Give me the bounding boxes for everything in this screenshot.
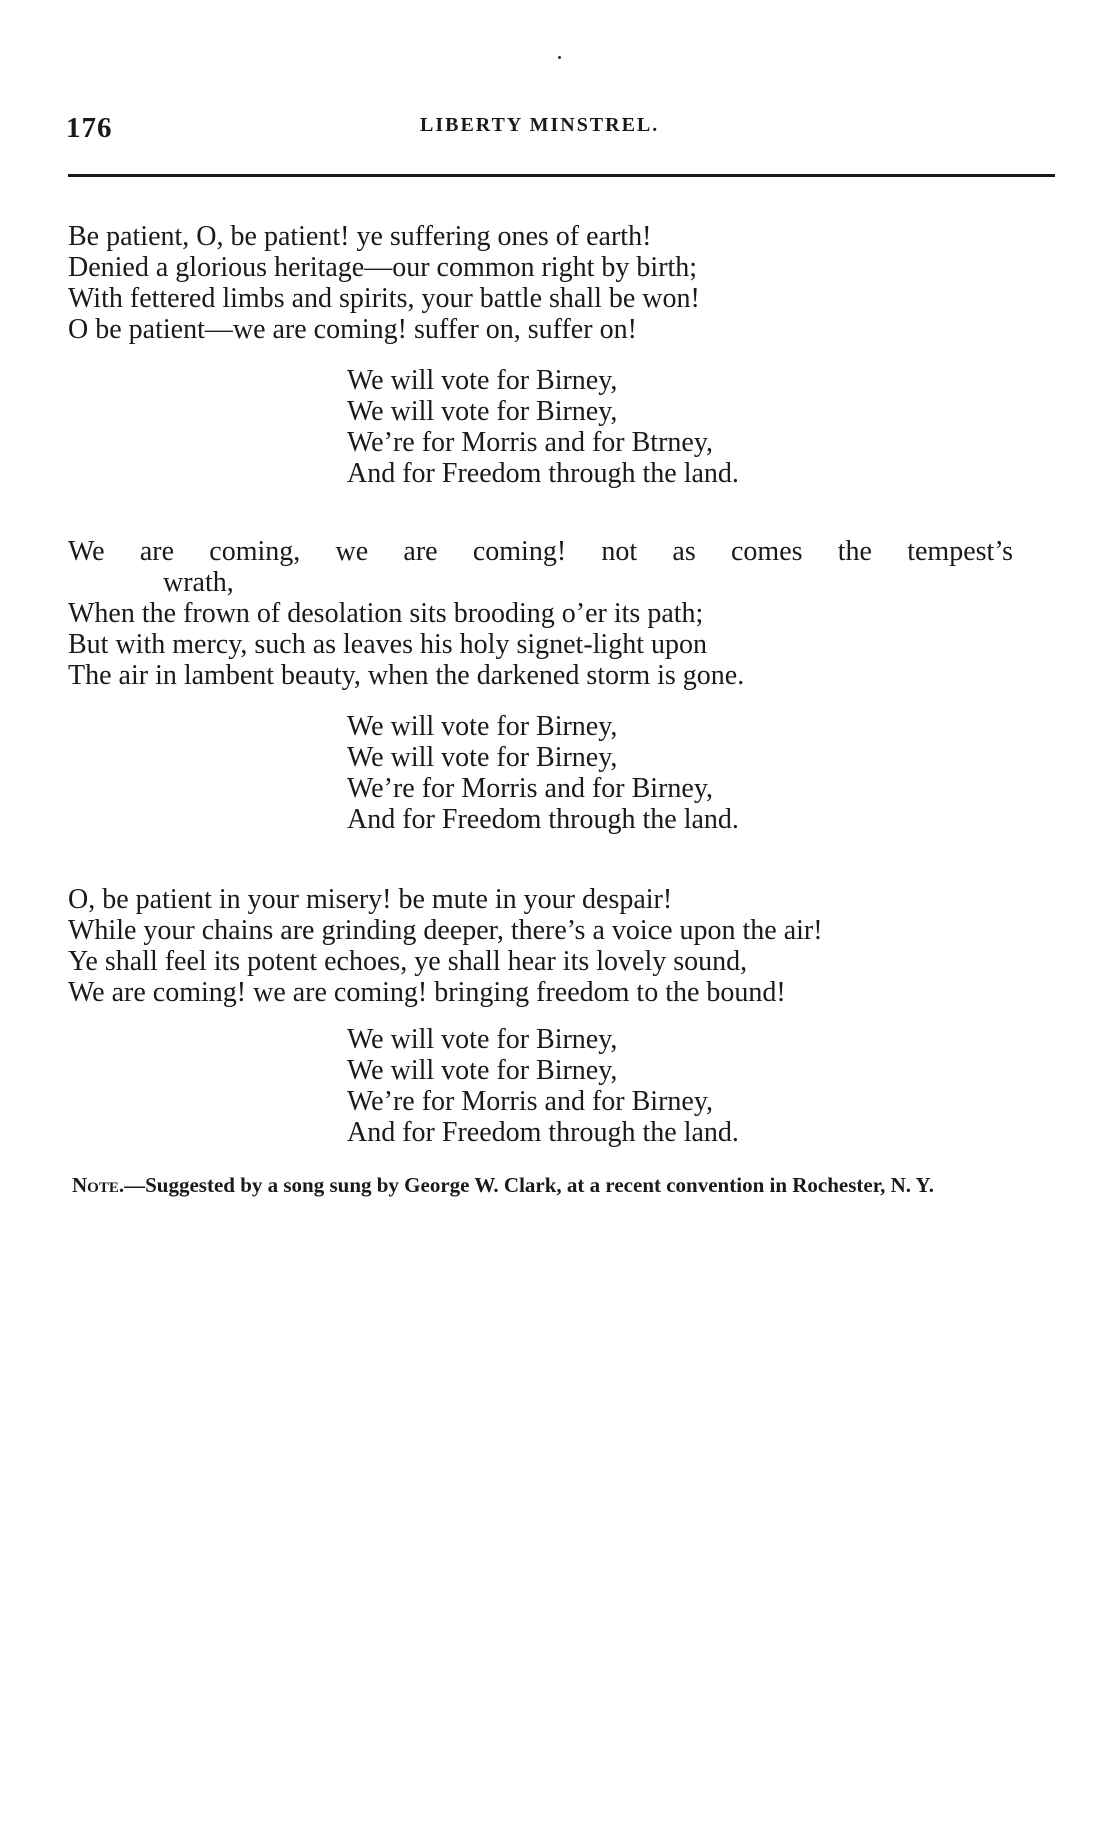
chorus-line: We will vote for Birney, bbox=[347, 365, 618, 396]
chorus-line: We’re for Morris and for Btrney, bbox=[347, 427, 714, 458]
page-number: 176 bbox=[66, 112, 113, 144]
stanza-1 bbox=[68, 221, 700, 345]
verse-line: But with mercy, such as leaves his holy signet-light upon bbox=[68, 629, 707, 660]
chorus-1 bbox=[347, 365, 739, 489]
chorus-2 bbox=[347, 711, 739, 835]
chorus-line: We will vote for Birney, bbox=[347, 711, 618, 742]
stanza-2 bbox=[68, 536, 1013, 691]
chorus-line: And for Freedom through the land. bbox=[347, 804, 739, 835]
verse-line: Ye shall feel its potent echoes, ye shall hear its lovely sound, bbox=[68, 946, 748, 977]
chorus-line: We will vote for Birney, bbox=[347, 396, 618, 427]
verse-line: We are coming! we are coming! bringing freedom to the bound! bbox=[68, 977, 786, 1008]
footnote-label: Note. bbox=[72, 1173, 125, 1197]
footnote-text: —Suggested by a song sung by George W. Clark, at a recent convention in Rochester, N. Y. bbox=[124, 1173, 934, 1197]
chorus-line: We will vote for Birney, bbox=[347, 742, 618, 773]
header-rule bbox=[68, 174, 1055, 177]
chorus-line: We’re for Morris and for Birney, bbox=[347, 1086, 714, 1117]
verse-line: O, be patient in your misery! be mute in your despair! bbox=[68, 884, 673, 915]
verse-line: The air in lambent beauty, when the darkened storm is gone. bbox=[68, 660, 745, 691]
chorus-line: And for Freedom through the land. bbox=[347, 1117, 739, 1148]
verse-line: With fettered limbs and spirits, your battle shall be won! bbox=[68, 283, 700, 314]
verse-line: While your chains are grinding deeper, there’s a voice upon the air! bbox=[68, 915, 823, 946]
verse-line: We are coming, we are coming! not as comes the tempest’s bbox=[68, 536, 1013, 567]
footnote bbox=[72, 1172, 1022, 1198]
chorus-line: And for Freedom through the land. bbox=[347, 458, 739, 489]
verse-line: When the frown of desolation sits brooding o’er its path; bbox=[68, 598, 704, 629]
chorus-line: We will vote for Birney, bbox=[347, 1055, 618, 1086]
chorus-3 bbox=[347, 1024, 739, 1148]
chorus-line: We will vote for Birney, bbox=[347, 1024, 618, 1055]
stray-mark bbox=[558, 56, 561, 59]
verse-line: O be patient—we are coming! suffer on, suffer on! bbox=[68, 314, 637, 345]
verse-line: Be patient, O, be patient! ye suffering ones of earth! bbox=[68, 221, 652, 252]
verse-line-continuation: wrath, bbox=[163, 567, 234, 598]
running-title: LIBERTY MINSTREL. bbox=[420, 114, 660, 136]
stanza-3 bbox=[68, 884, 823, 1008]
chorus-line: We’re for Morris and for Birney, bbox=[347, 773, 714, 804]
verse-line: Denied a glorious heritage—our common right by birth; bbox=[68, 252, 698, 283]
